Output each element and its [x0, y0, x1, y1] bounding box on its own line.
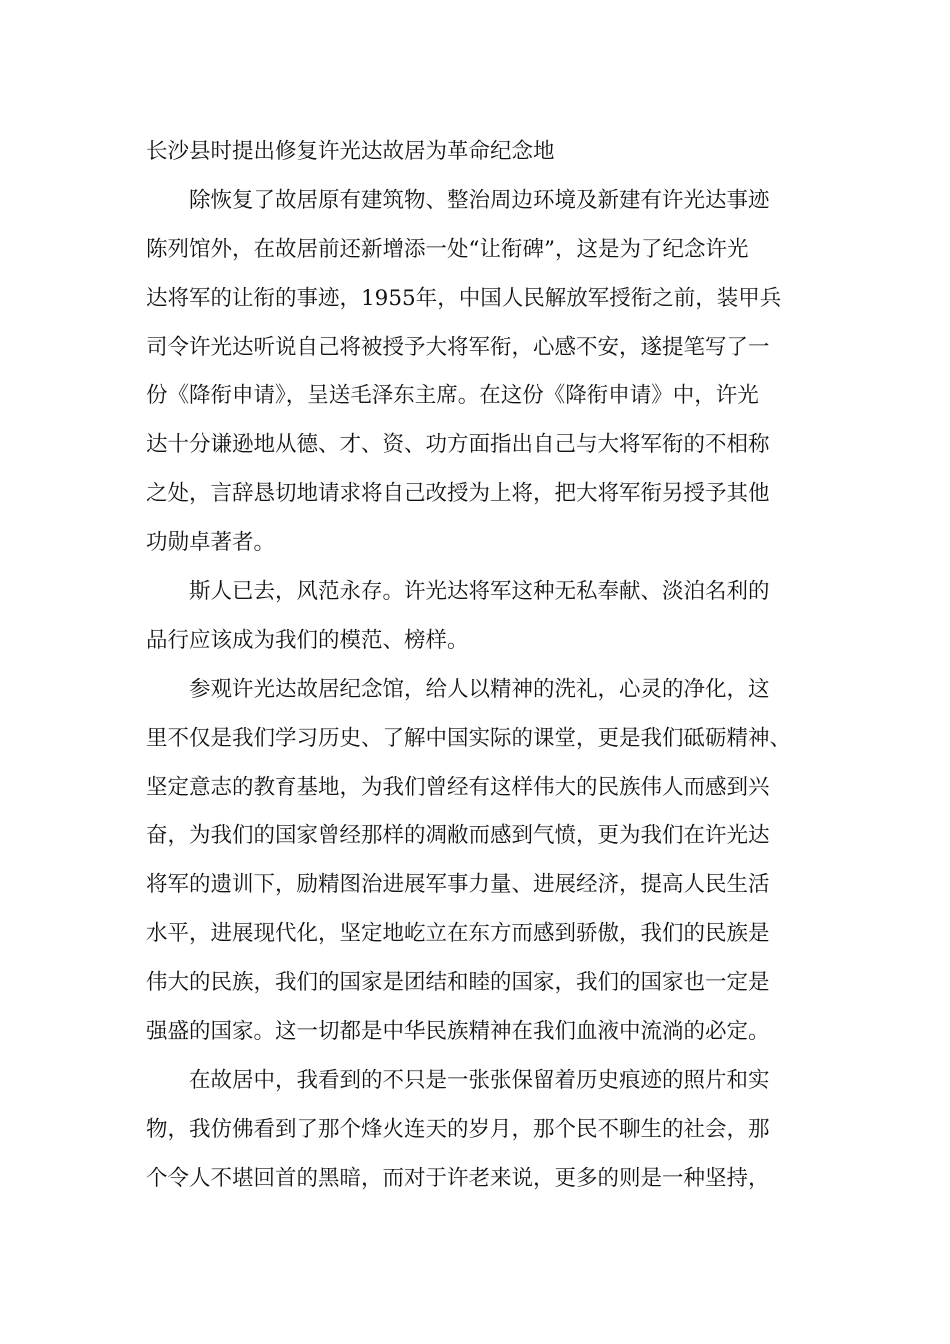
text-line: 除恢复了故居原有建筑物、整治周边环境及新建有许光达事迹 [189, 187, 770, 213]
text-line: 将军的遗训下，励精图治进展军事力量、进展经济，提高人民生活 [146, 872, 770, 898]
text-line: 水平，进展现代化，坚定地屹立在东方而感到骄傲，我们的民族是 [146, 921, 770, 947]
text-line: 个令人不堪回首的黑暗，而对于许老来说，更多的则是一种坚持， [146, 1165, 770, 1191]
text-line: 长沙县时提出修复许光达故居为革命纪念地 [146, 139, 555, 164]
text-line: 里不仅是我们学习历史、了解中国实际的课堂，更是我们砥砺精神、 [146, 725, 792, 751]
text-line: 坚定意志的教育基地，为我们曾经有这样伟大的民族伟人而感到兴 [146, 774, 770, 800]
text-line: 伟大的民族，我们的国家是团结和睦的国家，我们的国家也一定是 [146, 970, 770, 996]
text-line: 奋，为我们的国家曾经那样的凋敝而感到气愤，更为我们在许光达 [146, 823, 770, 849]
text-line: 在故居中，我看到的不只是一张张保留着历史痕迹的照片和实 [189, 1067, 770, 1093]
text-line: 物，我仿佛看到了那个烽火连天的岁月，那个民不聊生的社会，那 [146, 1116, 770, 1142]
document-body [146, 128, 826, 1204]
text-line: 份《降衔申请》，呈送毛泽东主席。在这份《降衔申请》中，许光 [146, 383, 759, 409]
text-line: 达十分谦逊地从德、才、资、功方面指出自己与大将军衔的不相称 [146, 432, 770, 458]
text-line: 陈列馆外，在故居前还新增添一处“让衔碑”，这是为了纪念许光 [146, 236, 749, 262]
text-line: 达将军的让衔的事迹，1955年，中国人民解放军授衔之前，装甲兵 [146, 285, 782, 311]
text-line: 品行应该成为我们的模范、榜样。 [146, 627, 469, 653]
text-line: 斯人已去，风范永存。许光达将军这种无私奉献、淡泊名利的 [189, 579, 770, 605]
text-line: 强盛的国家。这一切都是中华民族精神在我们血液中流淌的必定。 [146, 1019, 770, 1045]
text-line: 功勋卓著者。 [146, 530, 276, 556]
text-line: 之处，言辞恳切地请求将自己改授为上将，把大将军衔另授予其他 [146, 481, 770, 507]
text-line: 参观许光达故居纪念馆，给人以精神的洗礼，心灵的净化，这 [189, 676, 770, 702]
text-line: 司令许光达听说自己将被授予大将军衔，心感不安，遂提笔写了一 [146, 334, 770, 360]
